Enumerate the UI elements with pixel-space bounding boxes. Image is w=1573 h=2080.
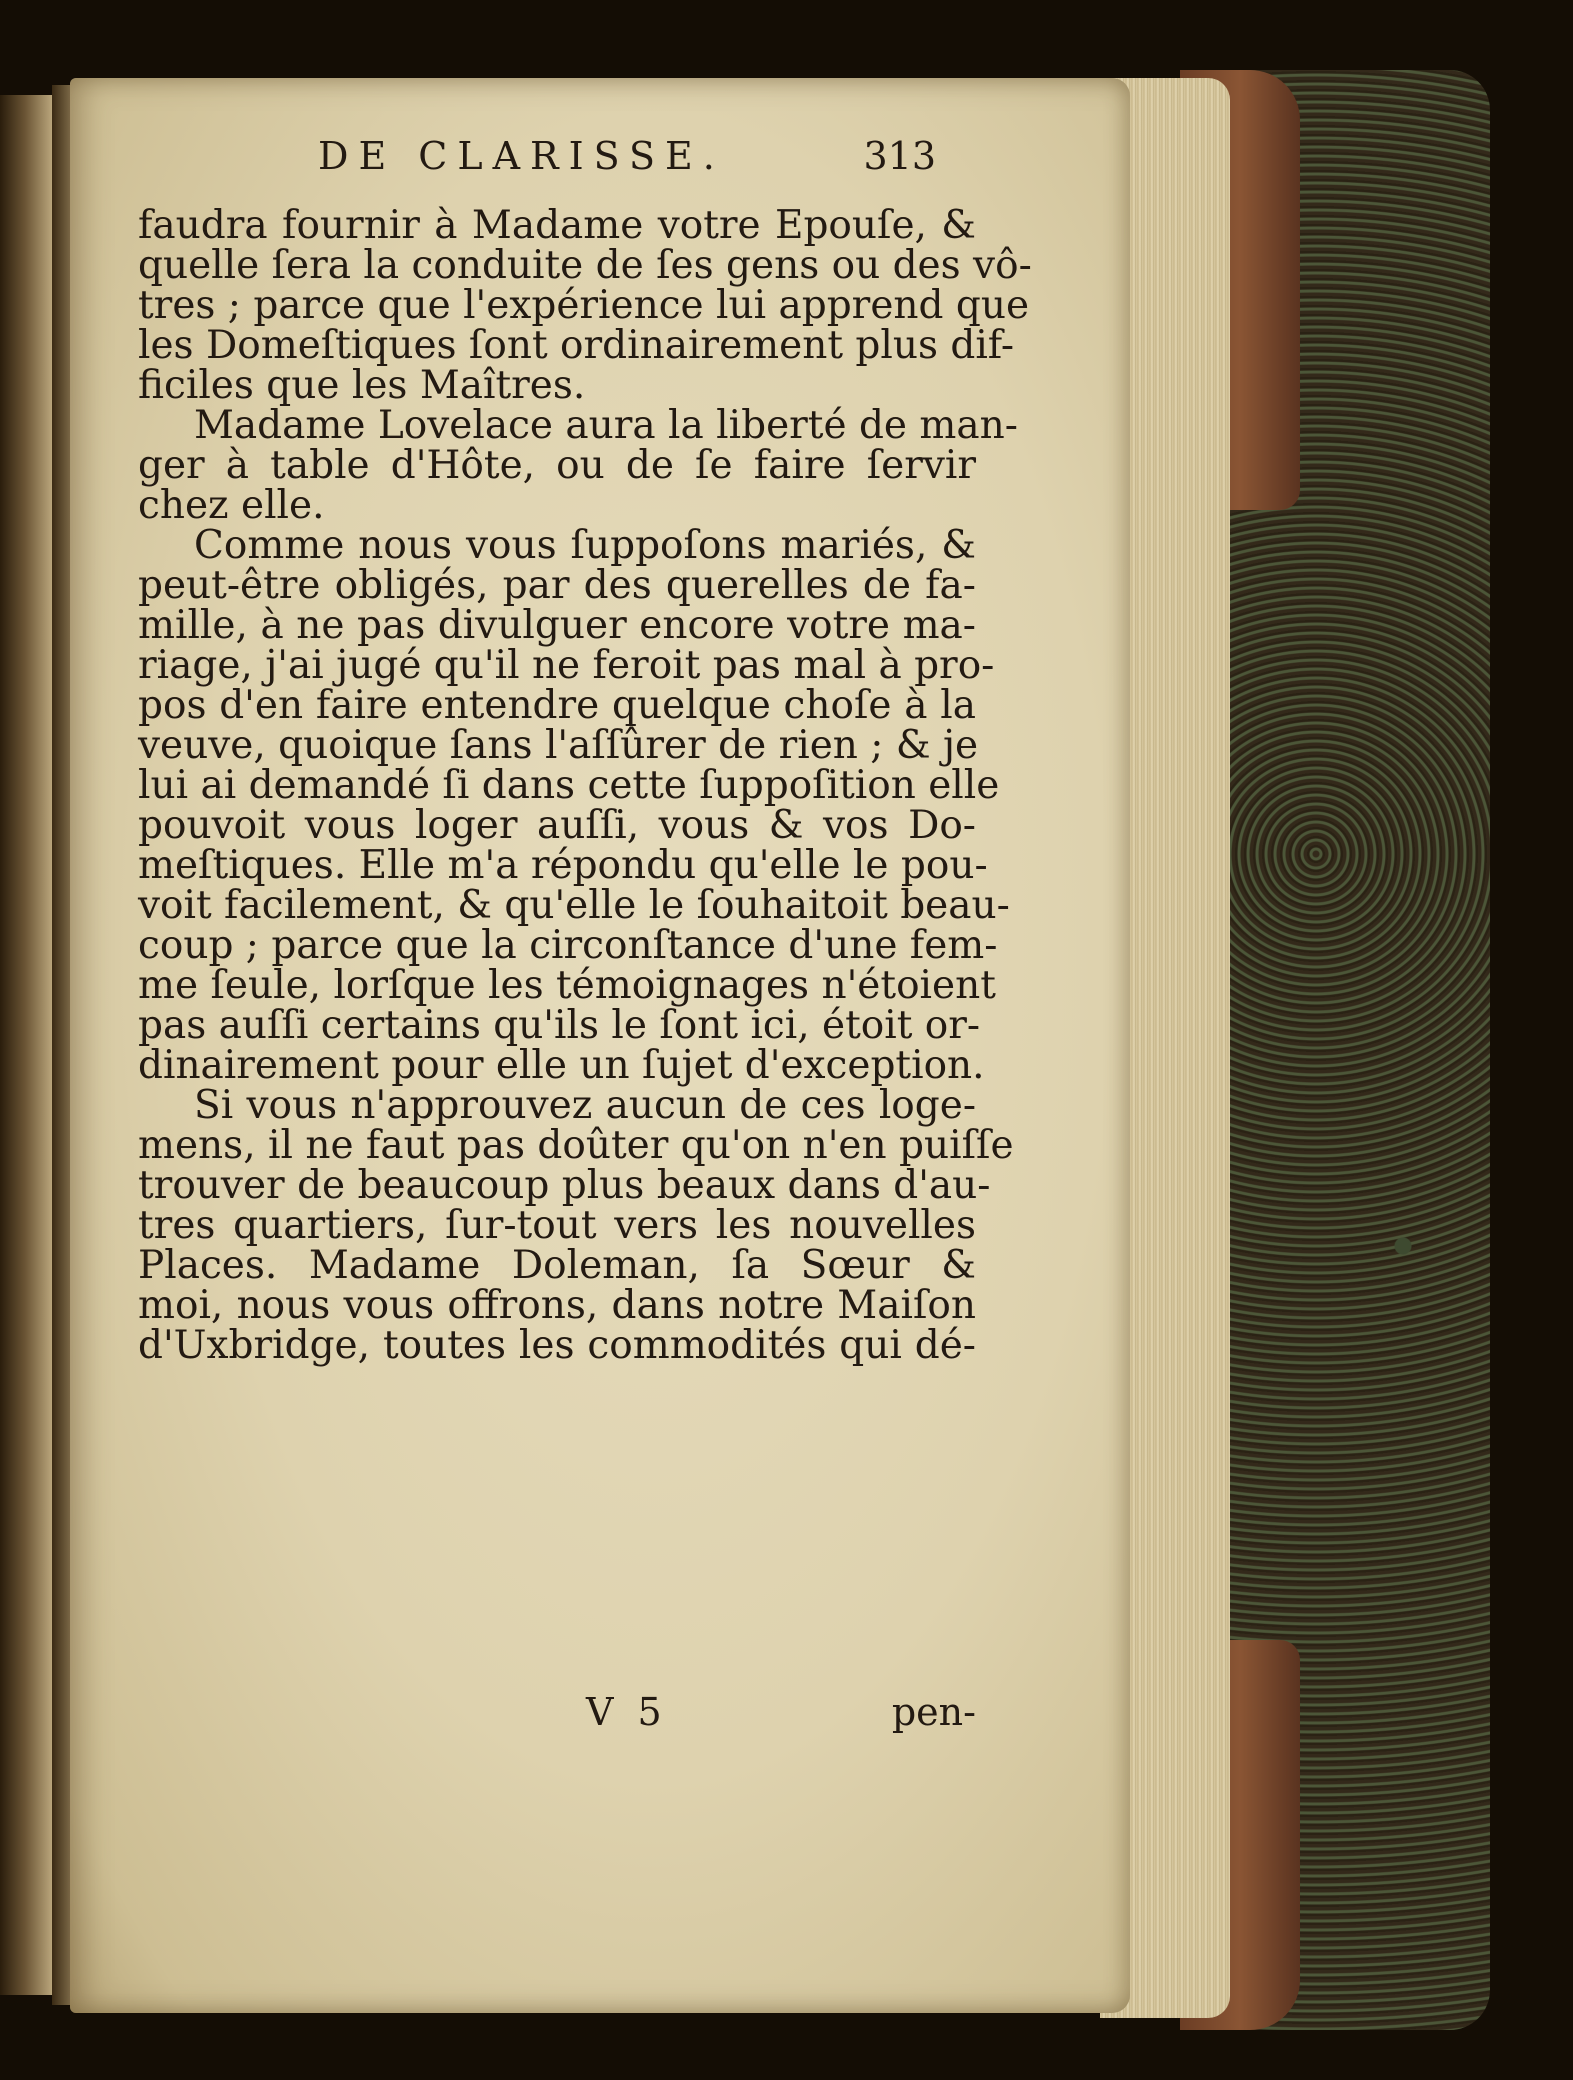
page-footer bbox=[138, 1690, 976, 1740]
text-line: pas auſſi certains qu'ils le ſont ici, étoit or- bbox=[138, 1003, 981, 1048]
text-line: tres quartiers, ſur-tout vers les nouvelles bbox=[138, 1203, 976, 1248]
text-line: chez elle. bbox=[138, 483, 325, 528]
text-line: quelle ſera la conduite de ſes gens ou des vô- bbox=[138, 243, 1032, 288]
text-line: mille, à ne pas divulguer encore votre ma- bbox=[138, 603, 976, 648]
text-line: Madame Lovelace aura la liberté de man- bbox=[194, 403, 1018, 448]
text-line: Places. Madame Doleman, ſa Sœur & bbox=[138, 1243, 976, 1288]
text-line: voit facilement, & qu'elle le ſouhaitoit beau- bbox=[138, 883, 1010, 928]
text-line: ficiles que les Maîtres. bbox=[138, 363, 586, 408]
text-line: ger à table d'Hôte, ou de ſe faire ſervir bbox=[138, 443, 976, 488]
signature-mark: V 5 bbox=[586, 1690, 668, 1734]
text-line: tres ; parce que l'expérience lui apprend que bbox=[138, 283, 1030, 328]
text-line: Si vous n'approuvez aucun de ces loge- bbox=[194, 1083, 976, 1128]
page-number: 313 bbox=[863, 134, 936, 178]
text-line: les Domeſtiques ſont ordinairement plus dif- bbox=[138, 323, 1015, 368]
text-line: peut-être obligés, par des querelles de fa- bbox=[138, 563, 976, 608]
text-line: trouver de beaucoup plus beaux dans d'au- bbox=[138, 1163, 991, 1208]
text-line: meſtiques. Elle m'a répondu qu'elle le pou- bbox=[138, 843, 988, 888]
text-line: lui ai demandé ſi dans cette ſuppoſition elle bbox=[138, 763, 1000, 808]
text-line: dinairement pour elle un ſujet d'exception. bbox=[138, 1043, 985, 1088]
page-header bbox=[318, 134, 936, 184]
text-line: faudra fournir à Madame votre Epouſe, & bbox=[138, 203, 976, 248]
text-lines bbox=[138, 203, 1032, 1368]
text-line: Comme nous vous ſuppoſons mariés, & bbox=[194, 523, 976, 568]
catchword: pen- bbox=[891, 1690, 976, 1734]
text-line: coup ; parce que la circonſtance d'une fem- bbox=[138, 923, 998, 968]
text-line: veuve, quoique ſans l'aſſûrer de rien ; & je bbox=[138, 723, 979, 768]
text-line: pouvoit vous loger auſſi, vous & vos Do- bbox=[138, 803, 976, 848]
text-line: me ſeule, lorſque les témoignages n'étoient bbox=[138, 963, 996, 1008]
running-head: DE CLARISSE. bbox=[318, 134, 725, 178]
text-line: mens, il ne faut pas doûter qu'on n'en puiſſe bbox=[138, 1123, 1014, 1168]
text-line: pos d'en faire entendre quelque choſe à la bbox=[138, 683, 976, 728]
text-line: riage, j'ai jugé qu'il ne feroit pas mal à pro- bbox=[138, 643, 995, 688]
text-line: moi, nous vous offrons, dans notre Maiſon bbox=[138, 1283, 976, 1328]
text-line: d'Uxbridge, toutes les commodités qui dé- bbox=[138, 1323, 976, 1368]
